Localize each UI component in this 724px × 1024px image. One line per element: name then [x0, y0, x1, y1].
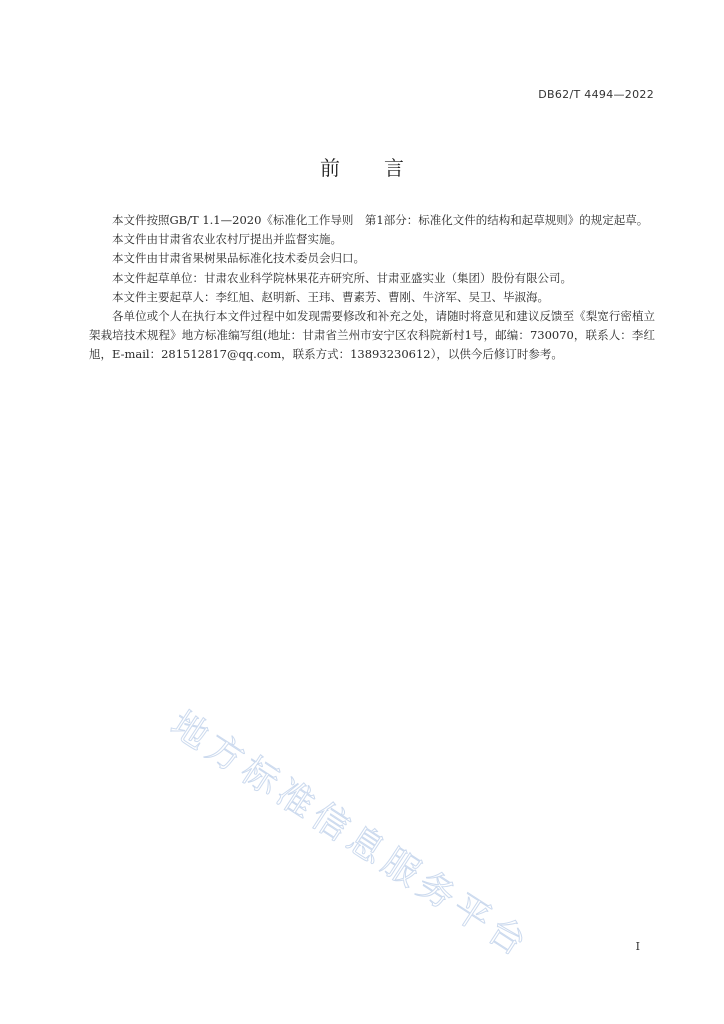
paragraph-feedback: 各单位或个人在执行本文件过程中如发现需要修改和补充之处，请随时将意见和建议反馈至《梨宽行密植立架栽培技术规程》地方标准编写组(地址：甘肃省兰州市安宁区农科院新村1号，邮编：730070，联系人：李红旭，E-mail：281512817@qq.com，联系方式：13893230612），以供今后修订时参考。 [89, 309, 655, 362]
paragraph-drafting-units: 本文件起草单位：甘肃农业科学院林果花卉研究所、甘肃亚盛实业（集团）股份有限公司。 [112, 270, 572, 285]
paragraph-drafters: 本文件主要起草人：李红旭、赵明新、王玮、曹素芳、曹刚、牛济军、吴卫、毕淑海。 [112, 289, 549, 304]
paragraph-drafting-rules: 本文件按照GB/T 1.1—2020《标准化工作导则 第1部分：标准化文件的结构和起草规则》的规定起草。 [112, 213, 649, 227]
document-code: DB62/T 4494—2022 [538, 88, 654, 101]
page-number: I [635, 940, 640, 953]
paragraph-committee: 本文件由甘肃省果树果品标准化技术委员会归口。 [112, 251, 365, 266]
watermark: 地方标准信息服务平台 [163, 703, 538, 967]
page-title: 前言 [320, 156, 448, 180]
paragraph-proposer: 本文件由甘肃省农业农村厅提出并监督实施。 [112, 232, 342, 247]
foreword-body [89, 211, 655, 365]
